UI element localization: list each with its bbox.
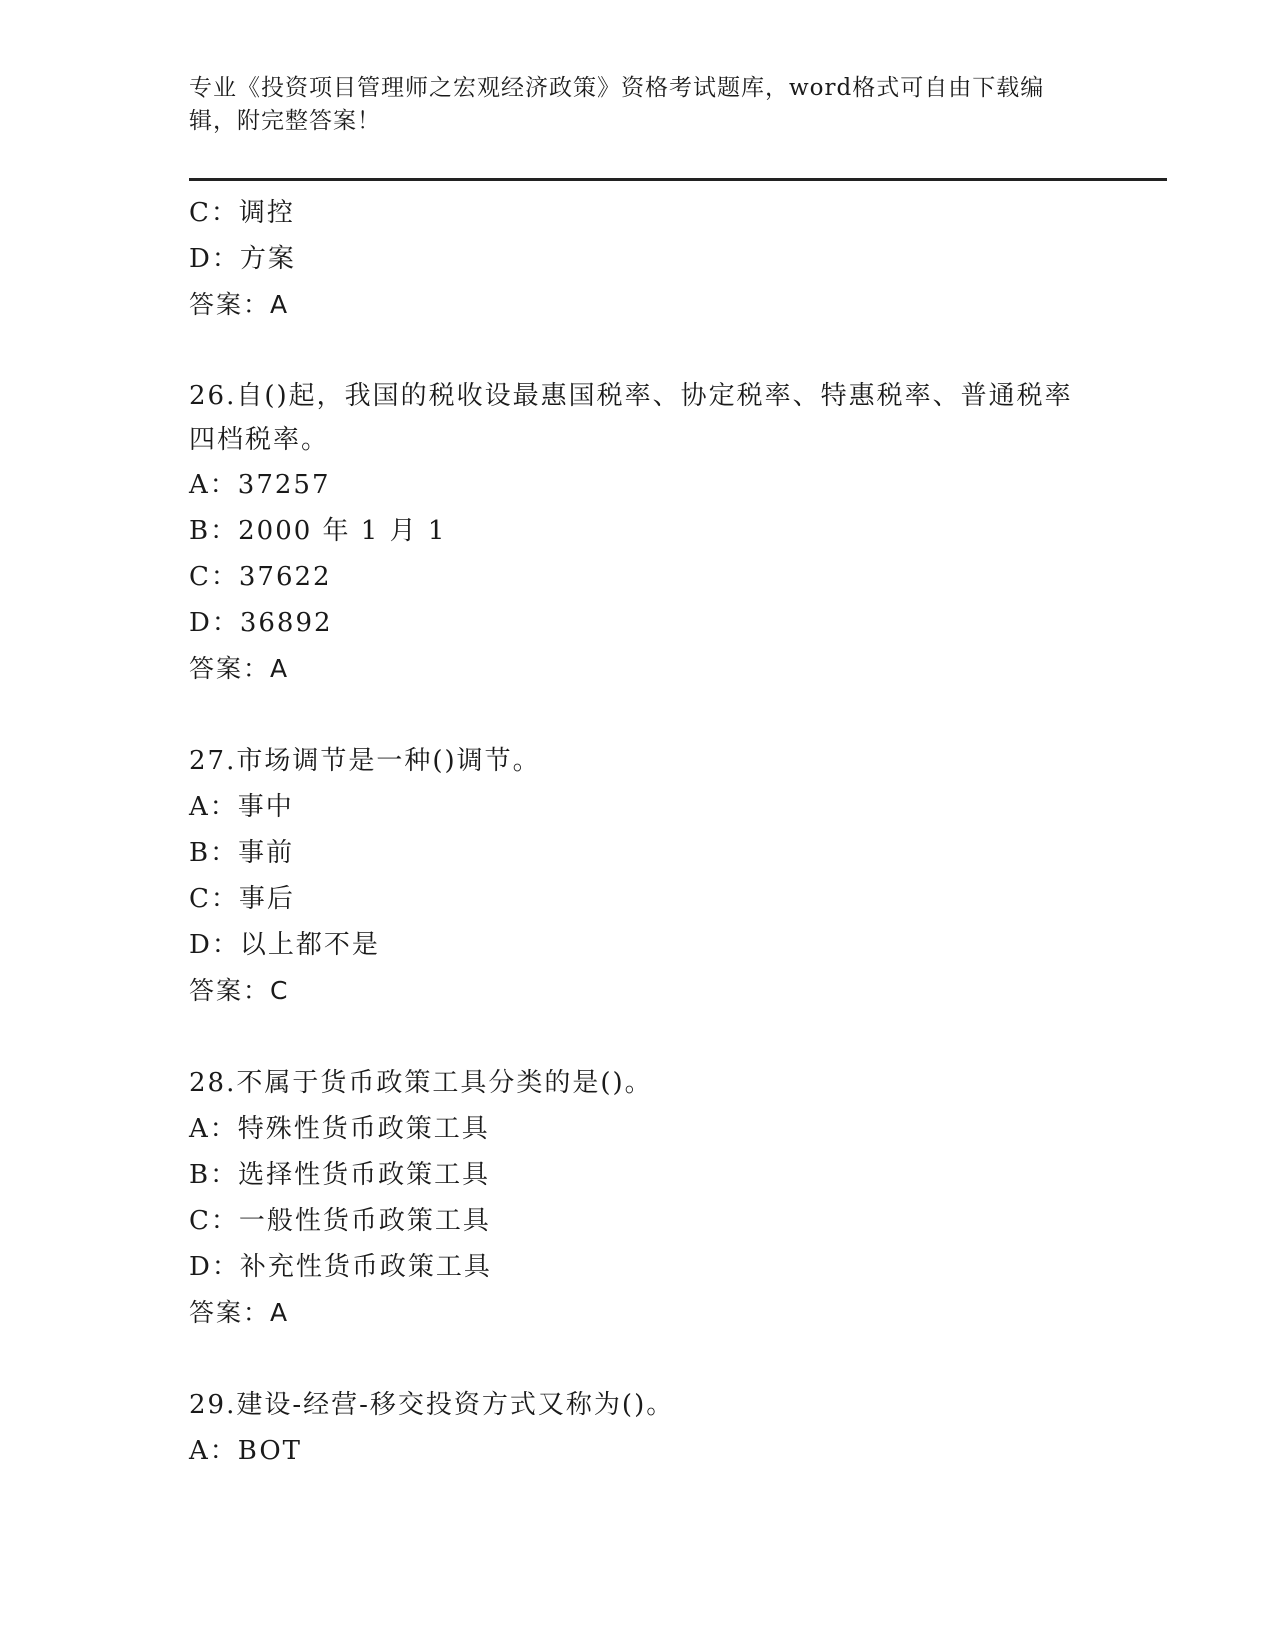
question-stem: 26.自()起，我国的税收设最惠国税率、协定税率、特惠税率、普通税率四档税率。	[189, 381, 1073, 455]
option-d: D：36892	[189, 608, 333, 638]
option-a: A：BOT	[189, 1436, 303, 1466]
question-stem: 29.建设-经营-移交投资方式又称为()。	[189, 1390, 675, 1420]
option-c: C：调控	[189, 198, 295, 228]
option-c: C：一般性货币政策工具	[189, 1206, 491, 1236]
option-c: C：事后	[189, 884, 295, 914]
continued-question	[189, 190, 1089, 328]
question-29	[189, 1382, 1089, 1474]
option-a: A：37257	[189, 470, 331, 500]
option-b: B：2000 年 1 月 1	[189, 516, 447, 546]
question-stem: 27.市场调节是一种()调节。	[189, 746, 541, 776]
option-c: C：37622	[189, 562, 332, 592]
question-28	[189, 1060, 1089, 1336]
header-divider	[189, 178, 1167, 181]
option-a: A：事中	[189, 792, 294, 822]
option-b: B：选择性货币政策工具	[189, 1160, 491, 1190]
question-content	[189, 190, 1089, 1474]
option-d: D：方案	[189, 244, 296, 274]
question-26	[189, 374, 1089, 692]
answer-line: 答案：C	[189, 976, 290, 1005]
option-a: A：特殊性货币政策工具	[189, 1114, 490, 1144]
document-header: 专业《投资项目管理师之宏观经济政策》资格考试题库，word格式可自由下载编辑，附完整答案！	[189, 75, 1045, 134]
option-d: D：补充性货币政策工具	[189, 1252, 492, 1282]
answer-line: 答案：A	[189, 290, 290, 319]
question-27	[189, 738, 1089, 1014]
question-stem: 28.不属于货币政策工具分类的是()。	[189, 1068, 653, 1098]
answer-line: 答案：A	[189, 654, 290, 683]
option-b: B：事前	[189, 838, 295, 868]
answer-line: 答案：A	[189, 1298, 290, 1327]
option-d: D：以上都不是	[189, 930, 380, 960]
